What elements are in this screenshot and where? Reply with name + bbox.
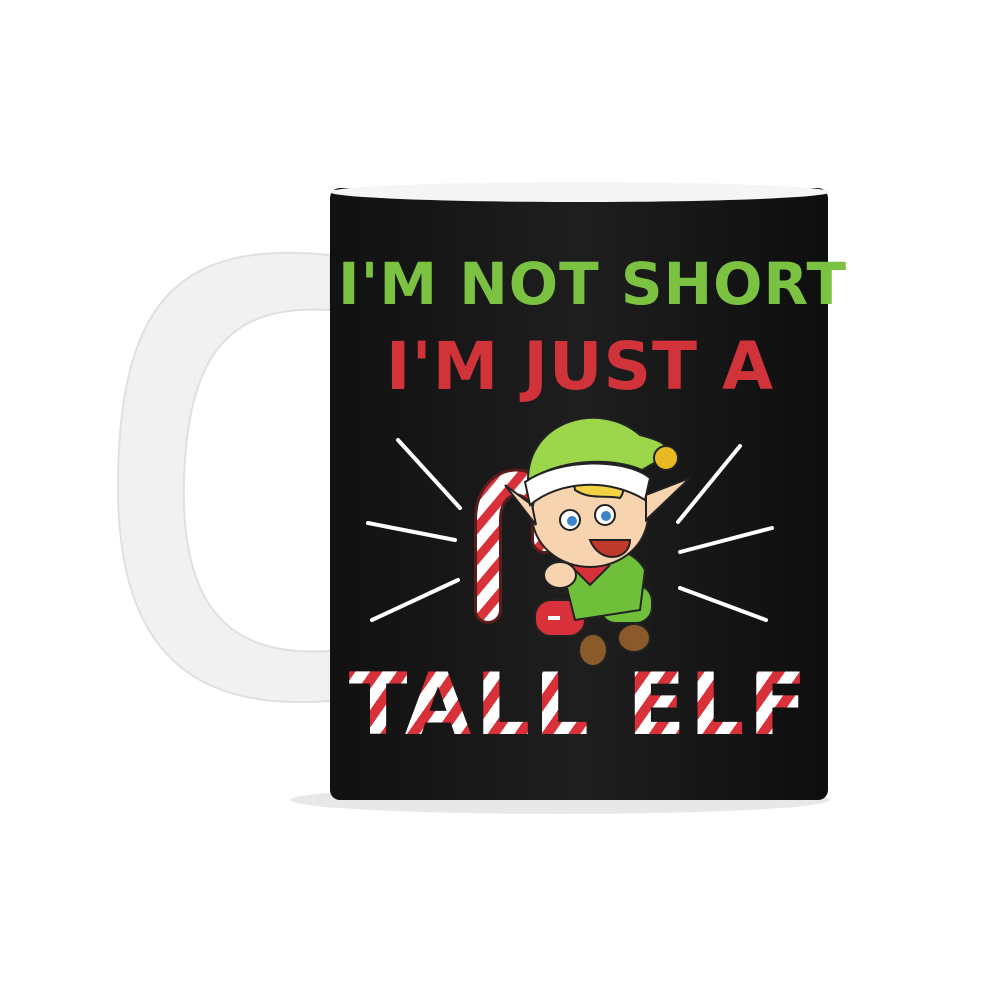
- slogan-line-1: I'M NOT SHORT: [338, 250, 848, 318]
- mug-rim: [330, 182, 830, 202]
- mug-handle: [118, 253, 340, 702]
- slogan-line-2: I'M JUST A: [385, 328, 775, 405]
- slogan-line-3: TALL ELF: [338, 655, 822, 755]
